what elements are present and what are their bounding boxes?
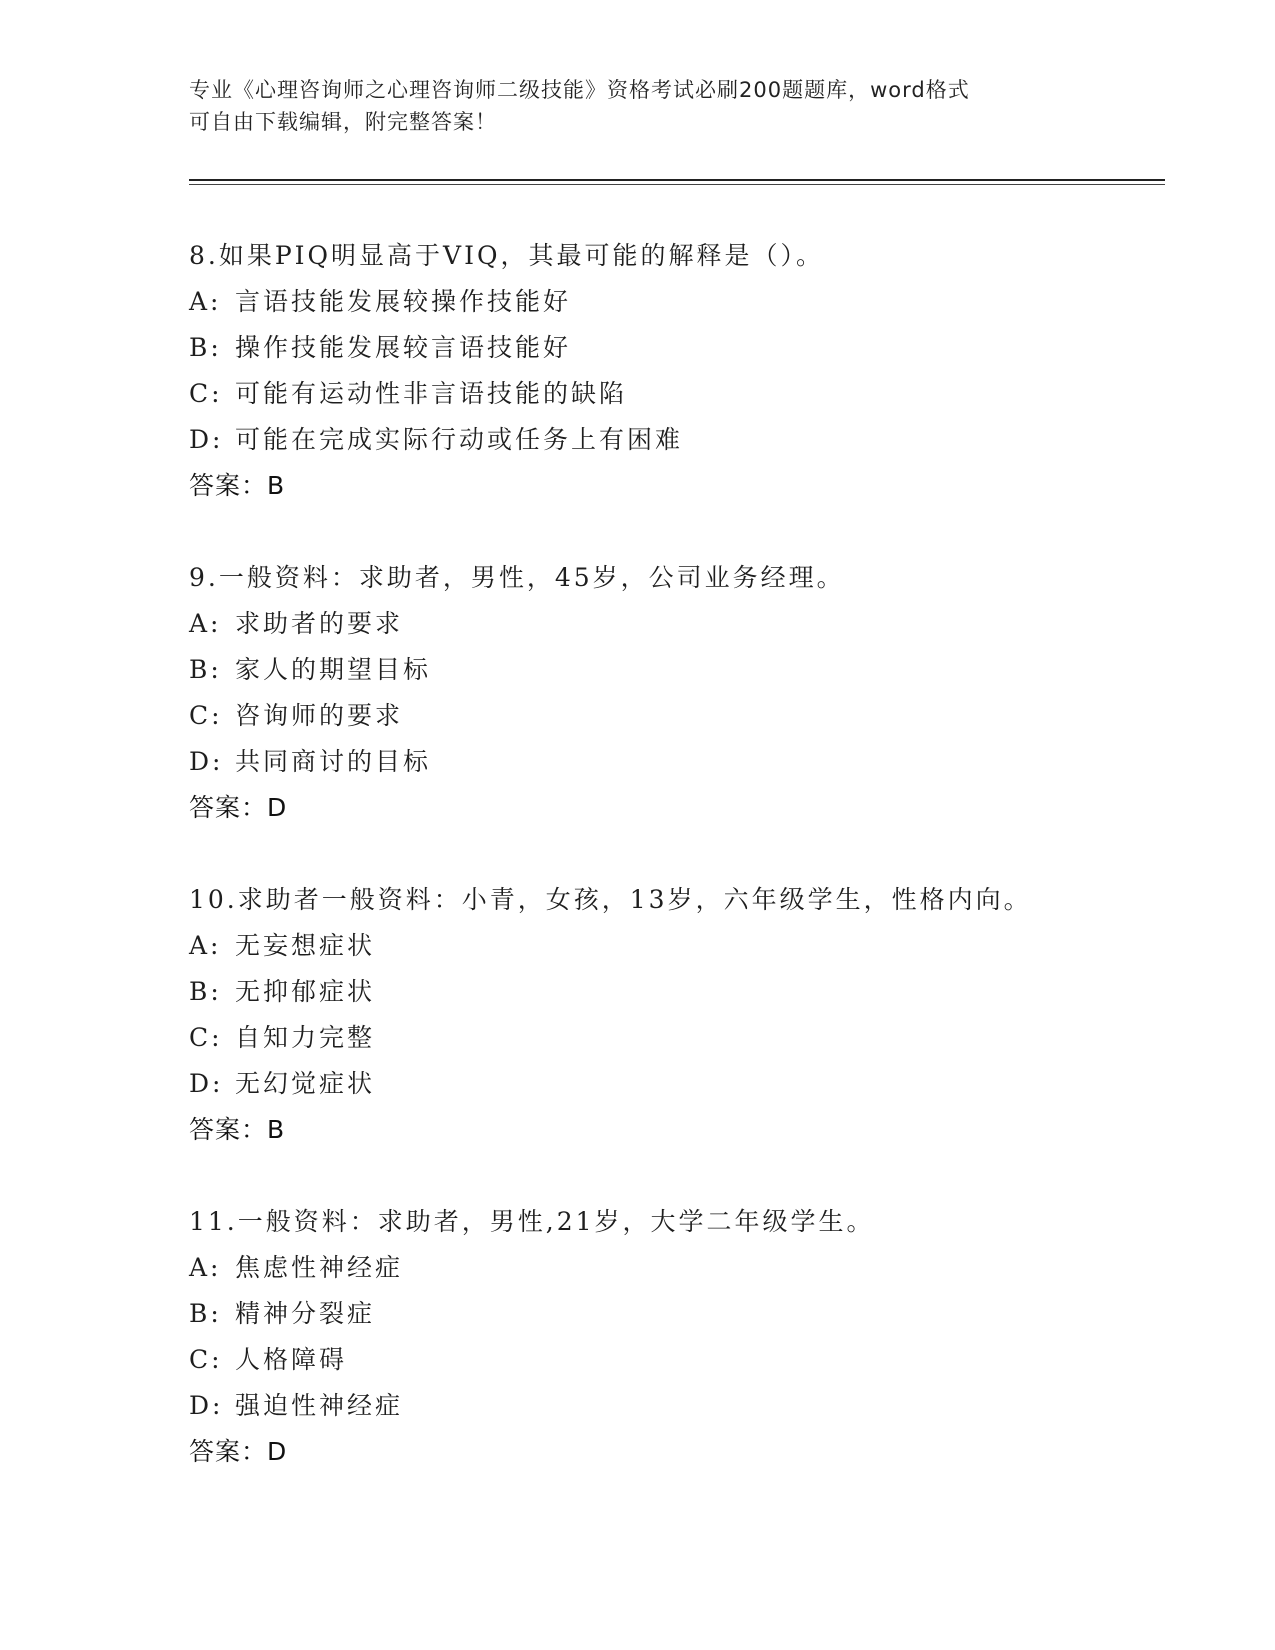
option-text: 家人的期望目标 (235, 655, 432, 684)
option-text: 人格障碍 (235, 1345, 348, 1374)
question-stem: 8.如果PIQ明显高于VIQ，其最可能的解释是（）。 (189, 241, 824, 270)
option-a (189, 923, 1149, 969)
option-d (189, 1383, 1149, 1429)
option-key: A: (189, 1253, 222, 1282)
header-line-2: 可自由下载编辑，附完整答案！ (189, 110, 497, 134)
option-key: C: (189, 1345, 223, 1374)
option-key: D: (189, 1069, 224, 1098)
header-line-1: 专业《心理咨询师之心理咨询师二级技能》资格考试必刷200题题库，word格式 (189, 78, 970, 102)
question-stem: 11.一般资料：求助者，男性,21岁，大学二年级学生。 (189, 1207, 875, 1236)
option-b (189, 1291, 1149, 1337)
option-text: 操作技能发展较言语技能好 (235, 333, 572, 362)
question-8 (189, 233, 1149, 509)
option-key: B: (189, 977, 222, 1006)
answer-line: 答案：B (189, 471, 286, 500)
option-a (189, 1245, 1149, 1291)
option-key: B: (189, 333, 222, 362)
option-key: C: (189, 1023, 223, 1052)
option-text: 可能有运动性非言语技能的缺陷 (235, 379, 628, 408)
question-stem: 9.一般资料：求助者，男性，45岁，公司业务经理。 (189, 563, 845, 592)
answer-line: 答案：D (189, 1437, 288, 1466)
option-text: 共同商讨的目标 (235, 747, 432, 776)
option-text: 无妄想症状 (235, 931, 376, 960)
question-10 (189, 877, 1149, 1153)
option-key: A: (189, 609, 222, 638)
option-c (189, 1015, 1149, 1061)
option-text: 无抑郁症状 (235, 977, 376, 1006)
option-d (189, 417, 1149, 463)
option-d (189, 739, 1149, 785)
option-a (189, 601, 1149, 647)
option-key: C: (189, 379, 223, 408)
option-a (189, 279, 1149, 325)
option-text: 求助者的要求 (235, 609, 404, 638)
option-key: D: (189, 425, 224, 454)
answer-line: 答案：D (189, 793, 288, 822)
option-text: 自知力完整 (235, 1023, 376, 1052)
answer-line: 答案：B (189, 1115, 286, 1144)
option-b (189, 969, 1149, 1015)
option-text: 无幻觉症状 (235, 1069, 376, 1098)
option-key: B: (189, 655, 222, 684)
header-divider-thick (189, 179, 1165, 181)
option-key: A: (189, 287, 222, 316)
option-text: 精神分裂症 (235, 1299, 376, 1328)
option-key: B: (189, 1299, 222, 1328)
option-text: 言语技能发展较操作技能好 (235, 287, 572, 316)
option-c (189, 693, 1149, 739)
option-c (189, 371, 1149, 417)
option-key: D: (189, 747, 224, 776)
option-key: C: (189, 701, 223, 730)
option-text: 焦虑性神经症 (235, 1253, 404, 1282)
option-b (189, 647, 1149, 693)
option-key: A: (189, 931, 222, 960)
question-11 (189, 1199, 1149, 1475)
question-9 (189, 555, 1149, 831)
question-list (189, 233, 1149, 1521)
option-text: 强迫性神经症 (235, 1391, 404, 1420)
document-header (189, 74, 1089, 138)
option-text: 咨询师的要求 (235, 701, 404, 730)
option-c (189, 1337, 1149, 1383)
question-stem: 10.求助者一般资料：小青，女孩，13岁，六年级学生，性格内向。 (189, 885, 1032, 914)
option-text: 可能在完成实际行动或任务上有困难 (235, 425, 684, 454)
option-key: D: (189, 1391, 224, 1420)
option-b (189, 325, 1149, 371)
header-divider-thin (189, 184, 1165, 185)
option-d (189, 1061, 1149, 1107)
